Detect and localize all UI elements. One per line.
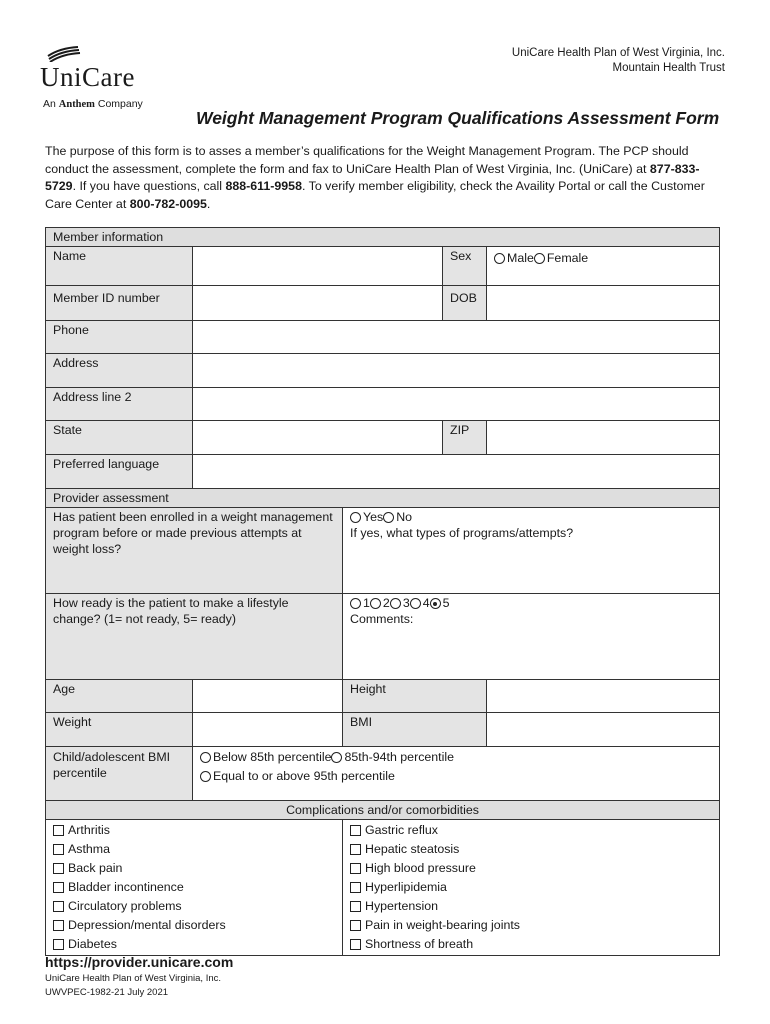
height-label: Height [343, 680, 487, 713]
eligibility-phone: 800-782-0095 [129, 196, 207, 211]
age-field[interactable] [193, 680, 343, 713]
complication-label: Depression/mental disorders [68, 918, 226, 932]
enrolled-answer: Yes No If yes, what types of programs/attempts? [343, 508, 720, 594]
complication-label: Diabetes [68, 937, 117, 951]
readiness-label-3: 3 [402, 596, 410, 610]
fax-number: 877-833-5729 [45, 161, 700, 193]
height-field[interactable] [487, 680, 720, 713]
age-label: Age [46, 680, 193, 713]
complication-item [350, 935, 712, 954]
complication-checkbox[interactable] [350, 939, 361, 950]
address-field[interactable] [193, 354, 720, 388]
readiness-radio-2[interactable] [370, 598, 381, 609]
readiness-radio-1[interactable] [350, 598, 361, 609]
member-id-label: Member ID number [46, 286, 193, 321]
below-85-radio[interactable] [200, 752, 211, 763]
name-label: Name [46, 247, 193, 286]
complication-checkbox[interactable] [53, 882, 64, 893]
no-radio[interactable] [383, 512, 394, 523]
complication-checkbox[interactable] [53, 939, 64, 950]
assessment-form-table [45, 227, 720, 956]
complication-label: Hepatic steatosis [365, 842, 460, 856]
dob-field[interactable] [487, 286, 720, 321]
complication-item [350, 840, 712, 859]
complications-right-list [343, 820, 720, 956]
male-radio[interactable] [494, 253, 505, 264]
complication-checkbox[interactable] [53, 920, 64, 931]
address2-field[interactable] [193, 388, 720, 421]
dob-label: DOB [443, 286, 487, 321]
phone-label: Phone [46, 321, 193, 354]
complication-item [53, 916, 335, 935]
complications-left-list [46, 820, 343, 956]
language-label: Preferred language [46, 455, 193, 489]
state-label: State [46, 421, 193, 455]
yes-radio[interactable] [350, 512, 361, 523]
complication-item [350, 859, 712, 878]
plan-header [512, 46, 725, 76]
complication-item [350, 878, 712, 897]
complication-item [350, 897, 712, 916]
enrolled-question: Has patient been enrolled in a weight management program before or made previous attempts at weight loss? [46, 508, 343, 594]
address-label: Address [46, 354, 193, 388]
bmi-field[interactable] [487, 713, 720, 747]
sex-label: Sex [443, 247, 487, 286]
unicare-swoosh-icon [46, 46, 82, 62]
above-95-radio[interactable] [200, 771, 211, 782]
complication-item [53, 821, 335, 840]
complication-label: Asthma [68, 842, 111, 856]
complication-item [53, 878, 335, 897]
readiness-scale [350, 595, 712, 611]
complication-label: Bladder incontinence [68, 880, 184, 894]
complication-checkbox[interactable] [350, 901, 361, 912]
readiness-radio-4[interactable] [410, 598, 421, 609]
complication-item [350, 916, 712, 935]
complication-checkbox[interactable] [350, 825, 361, 836]
readiness-label-1: 1 [363, 596, 370, 610]
complication-checkbox[interactable] [350, 882, 361, 893]
complication-item [350, 821, 712, 840]
sex-options: Male Female [487, 247, 720, 286]
p85-94-radio[interactable] [331, 752, 342, 763]
complication-label: High blood pressure [365, 861, 476, 875]
footer-url[interactable]: https://provider.unicare.com [45, 954, 234, 970]
phone-field[interactable] [193, 321, 720, 354]
complication-label: Gastric reflux [365, 823, 438, 837]
language-field[interactable] [193, 455, 720, 489]
bmi-percentile-label: Child/adolescent BMI percentile [46, 747, 193, 801]
complication-checkbox[interactable] [350, 920, 361, 931]
complication-checkbox[interactable] [53, 901, 64, 912]
form-title: Weight Management Program Qualifications Assessment Form [196, 108, 720, 128]
address2-label: Address line 2 [46, 388, 193, 421]
if-yes-label: If yes, what types of programs/attempts? [350, 526, 574, 540]
complication-checkbox[interactable] [350, 863, 361, 874]
readiness-answer [343, 594, 720, 680]
complication-checkbox[interactable] [53, 863, 64, 874]
plan-name: UniCare Health Plan of West Virginia, Inc. [511, 47, 725, 59]
footer-company: UniCare Health Plan of West Virginia, Inc. [45, 973, 222, 984]
complication-label: Hypertension [365, 899, 439, 913]
phone-number: 888-611-9958 [225, 179, 302, 193]
name-field[interactable] [193, 247, 443, 286]
footer-doc-code: UWVPEC-1982-21 July 2021 [45, 987, 169, 998]
complication-label: Pain in weight-bearing joints [365, 918, 520, 932]
complication-checkbox[interactable] [350, 844, 361, 855]
complication-label: Back pain [68, 861, 123, 875]
complication-label: Hyperlipidemia [365, 880, 447, 894]
complication-checkbox[interactable] [53, 825, 64, 836]
complication-item [53, 859, 335, 878]
complication-item [53, 897, 335, 916]
zip-field[interactable] [487, 421, 720, 455]
complication-item [53, 840, 335, 859]
provider-section-header: Provider assessment [46, 489, 720, 508]
complication-label: Arthritis [68, 823, 110, 837]
member-id-field[interactable] [193, 286, 443, 321]
weight-field[interactable] [193, 713, 343, 747]
state-field[interactable] [193, 421, 443, 455]
readiness-question: How ready is the patient to make a lifestyle change? (1= not ready, 5= ready) [46, 594, 343, 680]
readiness-radio-5[interactable] [430, 598, 441, 609]
logo-wordmark: UniCare [40, 62, 135, 92]
female-radio[interactable] [534, 253, 545, 264]
complication-label: Circulatory problems [68, 899, 182, 913]
readiness-radio-3[interactable] [390, 598, 401, 609]
readiness-label-4: 4 [422, 596, 430, 610]
member-section-header: Member information [46, 228, 720, 247]
logo-tagline: An Anthem Company [43, 98, 143, 110]
bmi-label: BMI [343, 713, 487, 747]
comments-label: Comments: [350, 612, 414, 626]
weight-label: Weight [46, 713, 193, 747]
complications-section-header: Complications and/or comorbidities [46, 801, 720, 820]
zip-label: ZIP [443, 421, 487, 455]
intro-paragraph: The purpose of this form is to asses a member’s qualifications for the Weight Management Program. The PCP should conduct the assessment, complete the form and fax to UniCare Health Plan of West Virginia, Inc. (UniCare) at 877-833-5729. If you have questions, call 888-611-9958. To verify member eligibility, check the Availity Portal or call the Customer Care Center at 800-782-0095. [45, 144, 705, 211]
complication-checkbox[interactable] [53, 844, 64, 855]
bmi-percentile-options: Below 85th percentile 85th-94th percentile Equal to or above 95th percentile [193, 747, 720, 801]
trust-name: Mountain Health Trust [612, 62, 725, 74]
complication-item [53, 935, 335, 954]
readiness-label-5: 5 [442, 596, 450, 610]
complication-label: Shortness of breath [365, 937, 474, 951]
readiness-label-2: 2 [382, 596, 390, 610]
